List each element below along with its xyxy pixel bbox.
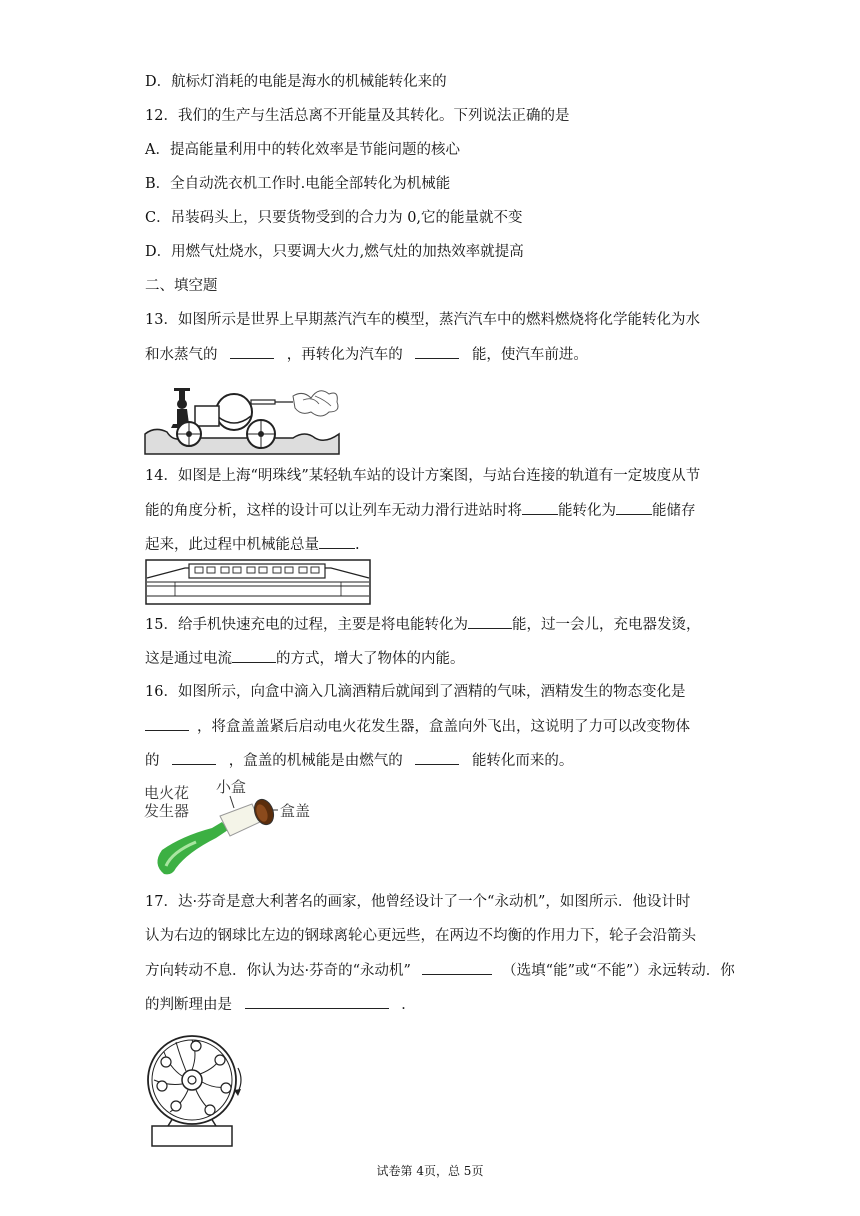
q14-blank-2 xyxy=(616,500,652,515)
q16-text-b: ，将盒盖盖紧后启动电火花发生器，盒盖向外飞出，这说明了力可以改变物体 xyxy=(197,719,690,735)
steam-car-figure xyxy=(143,372,343,456)
q17-text-b: （选填“能”或“不能”）永远转动．你 xyxy=(502,963,735,979)
q14-line2 xyxy=(145,500,696,521)
q14-line3 xyxy=(145,534,360,555)
q15-text-d: 的方式，增大了物体的内能。 xyxy=(276,651,465,667)
label-generator-1: 电火花 xyxy=(144,784,190,802)
q16-line2 xyxy=(145,716,690,737)
q17-blank-2 xyxy=(245,994,389,1009)
page-footer: 试卷第 4页，总 5页 xyxy=(376,1164,484,1178)
q12-stem: 12．我们的生产与生活总离不开能量及其转化。下列说法正确的是 xyxy=(145,108,570,124)
q15-blank-1 xyxy=(468,614,512,629)
q17-line4 xyxy=(145,994,416,1015)
q16-line1: 16．如图所示，向盒中滴入几滴酒精后就闻到了酒精的气味，酒精发生的物态变化是 xyxy=(145,684,686,700)
q12-option-b: B．全自动洗衣机工作时.电能全部转化为机械能 xyxy=(145,176,451,192)
q16-blank-1 xyxy=(145,716,189,731)
section-title: 二、填空题 xyxy=(145,278,218,294)
q13-text-b: ，再转化为汽车的 xyxy=(286,347,403,363)
q16-text-c: 的 xyxy=(145,753,160,769)
q14-blank-3 xyxy=(319,534,355,549)
q17-line3 xyxy=(145,960,735,981)
q14-text-b: 能转化为 xyxy=(558,503,616,519)
q13-blank-2 xyxy=(415,344,459,359)
label-lid: 盒盖 xyxy=(280,802,311,820)
q17-line1: 17．达·芬奇是意大利著名的画家，他曾经设计了一个“永动机”，如图所示．他设计时 xyxy=(145,894,691,910)
q16-blank-2 xyxy=(172,750,216,765)
q14-text-d: 起来，此过程中机械能总量 xyxy=(145,537,319,553)
label-box: 小盒 xyxy=(216,778,247,796)
q14-line1: 14．如图是上海“明珠线”某轻轨车站的设计方案图，与站台连接的轨道有一定坡度从节 xyxy=(145,468,701,484)
q13-text-c: 能，使汽车前进。 xyxy=(471,347,588,363)
label-generator-2: 发生器 xyxy=(144,802,190,820)
q14-text-e: . xyxy=(355,537,360,553)
q13-text-a: 和水蒸气的 xyxy=(145,347,218,363)
q14-text-c: 能储存 xyxy=(652,503,696,519)
q17-text-d: ． xyxy=(401,997,416,1013)
q15-line1 xyxy=(145,614,700,635)
q16-line3 xyxy=(145,750,573,771)
q11-option-d: D．航标灯消耗的电能是海水的机械能转化来的 xyxy=(145,74,447,90)
q12-option-c: C．吊装码头上，只要货物受到的合力为 0,它的能量就不变 xyxy=(145,210,523,226)
q13-line1: 13．如图所示是世界上早期蒸汽汽车的模型，蒸汽汽车中的燃料燃烧将化学能转化为水 xyxy=(145,312,700,328)
q14-blank-1 xyxy=(522,500,558,515)
spark-generator-figure xyxy=(142,778,322,882)
q15-text-c: 这是通过电流 xyxy=(145,651,232,667)
q16-text-e: 能转化而来的。 xyxy=(471,753,574,769)
q17-blank-1 xyxy=(422,960,492,975)
q13-line2 xyxy=(145,344,588,365)
perpetual-motion-wheel-figure xyxy=(140,1028,250,1148)
q12-option-d: D．用燃气灶烧水，只要调大火力,燃气灶的加热效率就提高 xyxy=(145,244,524,260)
q17-line2: 认为右边的钢球比左边的钢球离轮心更远些，在两边不均衡的作用力下，轮子会沿箭头 xyxy=(145,928,696,944)
q13-blank-1 xyxy=(230,344,274,359)
q17-text-a: 方向转动不息．你认为达·芬奇的“永动机” xyxy=(145,963,411,979)
q15-line2 xyxy=(145,648,465,669)
q17-text-c: 的判断理由是 xyxy=(145,997,232,1013)
q12-option-a: A．提高能量利用中的转化效率是节能问题的核心 xyxy=(145,142,460,158)
station-figure xyxy=(145,556,371,606)
q15-text-b: 能，过一会儿，充电器发烫， xyxy=(511,617,701,633)
q14-text-a: 能的角度分析，这样的设计可以让列车无动力滑行进站时将 xyxy=(145,503,522,519)
q16-text-d: ，盒盖的机械能是由燃气的 xyxy=(228,753,403,769)
q15-text-a: 15．给手机快速充电的过程，主要是将电能转化为 xyxy=(145,617,468,633)
q16-blank-3 xyxy=(415,750,459,765)
q15-blank-2 xyxy=(232,648,276,663)
